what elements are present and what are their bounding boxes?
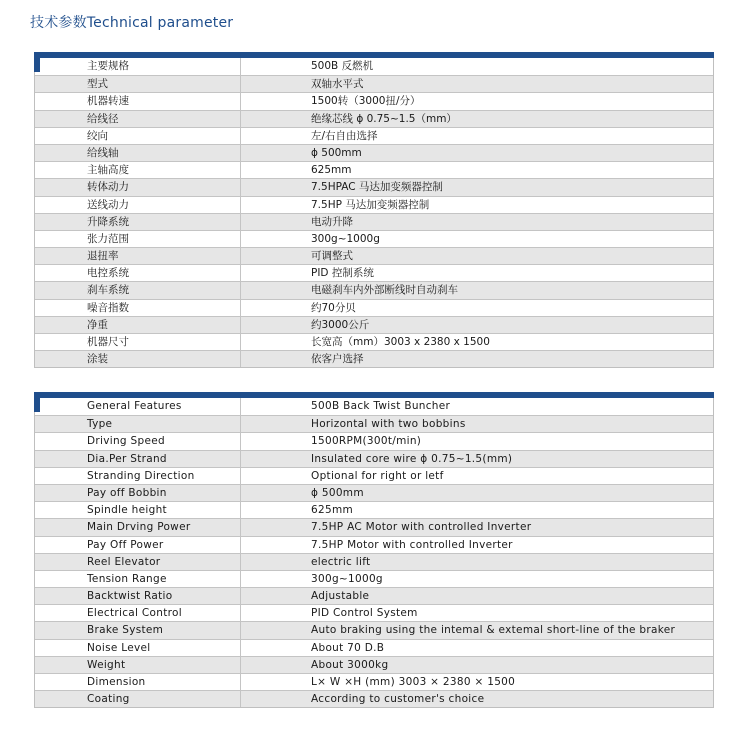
row-value: 1500RPM(300t/min) [311,435,422,448]
row-label: 电控系统 [35,265,241,281]
row-label: Tension Range [35,571,241,587]
row-label: Weight [35,657,241,673]
row-value: Horizontal with two bobbins [311,418,466,431]
row-value: 电磁刹车内外部断线时自动刹车 [311,284,458,297]
row-value: Optional for right or letf [311,469,444,482]
row-label: Driving Speed [35,433,241,449]
table-row [35,639,713,656]
row-label: 噪音指数 [35,300,241,316]
row-value: 依客户选择 [311,353,364,366]
table-row [35,316,713,333]
row-value: 绝缘芯线 ϕ 0.75~1.5（mm） [311,112,457,125]
row-value: 左/右自由选择 [311,129,378,142]
table-row [35,127,713,144]
row-value: PID 控制系统 [311,267,374,280]
row-value: electric lift [311,555,371,568]
row-value: 625mm [311,164,352,177]
row-value: ϕ 500mm [311,146,362,159]
row-value: Adjustable [311,590,370,603]
row-value: According to customer's choice [311,693,485,706]
row-label: 张力范围 [35,231,241,247]
row-label: Backtwist Ratio [35,588,241,604]
table-row [35,467,713,484]
row-label: Main Drving Power [35,519,241,535]
row-value: Insulated core wire ϕ 0.75~1.5(mm) [311,452,513,465]
row-label: Brake System [35,622,241,638]
table-row [35,673,713,690]
row-label: Dia.Per Strand [35,451,241,467]
row-value: About 70 D.B [311,641,385,654]
table-row [35,518,713,535]
row-label: Coating [35,691,241,707]
row-label: Pay off Bobbin [35,485,241,501]
table-row [35,604,713,621]
row-label: Stranding Direction [35,468,241,484]
row-value: 双轴水平式 [311,78,364,91]
row-label: 机器尺寸 [35,334,241,350]
row-label: 涂装 [35,351,241,367]
row-label: 绞向 [35,128,241,144]
row-label: Noise Level [35,640,241,656]
table-row [35,553,713,570]
table-row [35,230,713,247]
spec-table-chinese [34,52,714,368]
row-label: 机器转速 [35,93,241,109]
row-label: Dimension [35,674,241,690]
row-value: 7.5HP Motor with controlled Inverter [311,538,513,551]
table-row [35,92,713,109]
row-value: 约70分贝 [311,301,356,314]
table-row [35,587,713,604]
row-label: 退扭率 [35,248,241,264]
row-label: 给线径 [35,111,241,127]
row-label: 给线轴 [35,145,241,161]
table-row [35,75,713,92]
row-value: ϕ 500mm [311,486,364,499]
table-row [35,570,713,587]
row-label: 转体动力 [35,179,241,195]
row-value: 7.5HPAC 马达加变频器控制 [311,181,443,194]
table-row [35,398,713,415]
row-value: 7.5HP AC Motor with controlled Inverter [311,521,532,534]
table-row [35,144,713,161]
table-row [35,501,713,518]
row-value: 300g~1000g [311,572,383,585]
table-row [35,281,713,298]
row-value: 7.5HP 马达加变频器控制 [311,198,430,211]
table-row [35,656,713,673]
table-rows [34,58,714,368]
row-value: 1500转（3000扭/分） [311,95,421,108]
row-label: Type [35,416,241,432]
table-row [35,690,713,707]
row-value: 电动升降 [311,215,353,228]
table-row [35,110,713,127]
spec-table-english [34,392,714,708]
table-rows [34,398,714,708]
row-label: Spindle height [35,502,241,518]
row-value: 约3000公斤 [311,318,370,331]
table-row [35,213,713,230]
table-row [35,264,713,281]
row-value: 625mm [311,504,353,517]
row-value: 500B Back Twist Buncher [311,400,451,412]
table-row [35,299,713,316]
table-row [35,484,713,501]
row-value: 500B 反燃机 [311,60,374,72]
row-label: Pay Off Power [35,537,241,553]
row-value: 长宽高（mm）3003 x 2380 x 1500 [311,336,490,348]
table-header-bar [34,52,714,58]
table-row [35,178,713,195]
table-row [35,350,713,367]
table-row [35,196,713,213]
table-row [35,58,713,75]
row-label: 刹车系统 [35,282,241,298]
row-label: 主要规格 [35,58,241,75]
row-label: General Features [35,398,241,415]
table-header-bar [34,392,714,398]
row-label: 升降系统 [35,214,241,230]
row-label: 型式 [35,76,241,92]
table-row [35,161,713,178]
table-row [35,621,713,638]
row-value: About 3000kg [311,658,389,671]
page-heading: 技术参数Technical parameter [30,15,234,31]
row-label: Reel Elevator [35,554,241,570]
table-row [35,247,713,264]
row-label: Electrical Control [35,605,241,621]
row-value: 300g~1000g [311,232,380,245]
row-value: L× W ×H (mm) 3003 × 2380 × 1500 [311,676,516,688]
table-row [35,415,713,432]
table-row [35,450,713,467]
row-value: PID Control System [311,607,418,620]
table-row [35,333,713,350]
row-value: Auto braking using the intemal & extemal short-line of the braker [311,624,676,637]
row-value: 可调整式 [311,250,353,263]
row-label: 主轴高度 [35,162,241,178]
table-row [35,536,713,553]
row-label: 送线动力 [35,197,241,213]
table-row [35,432,713,449]
row-label: 净重 [35,317,241,333]
